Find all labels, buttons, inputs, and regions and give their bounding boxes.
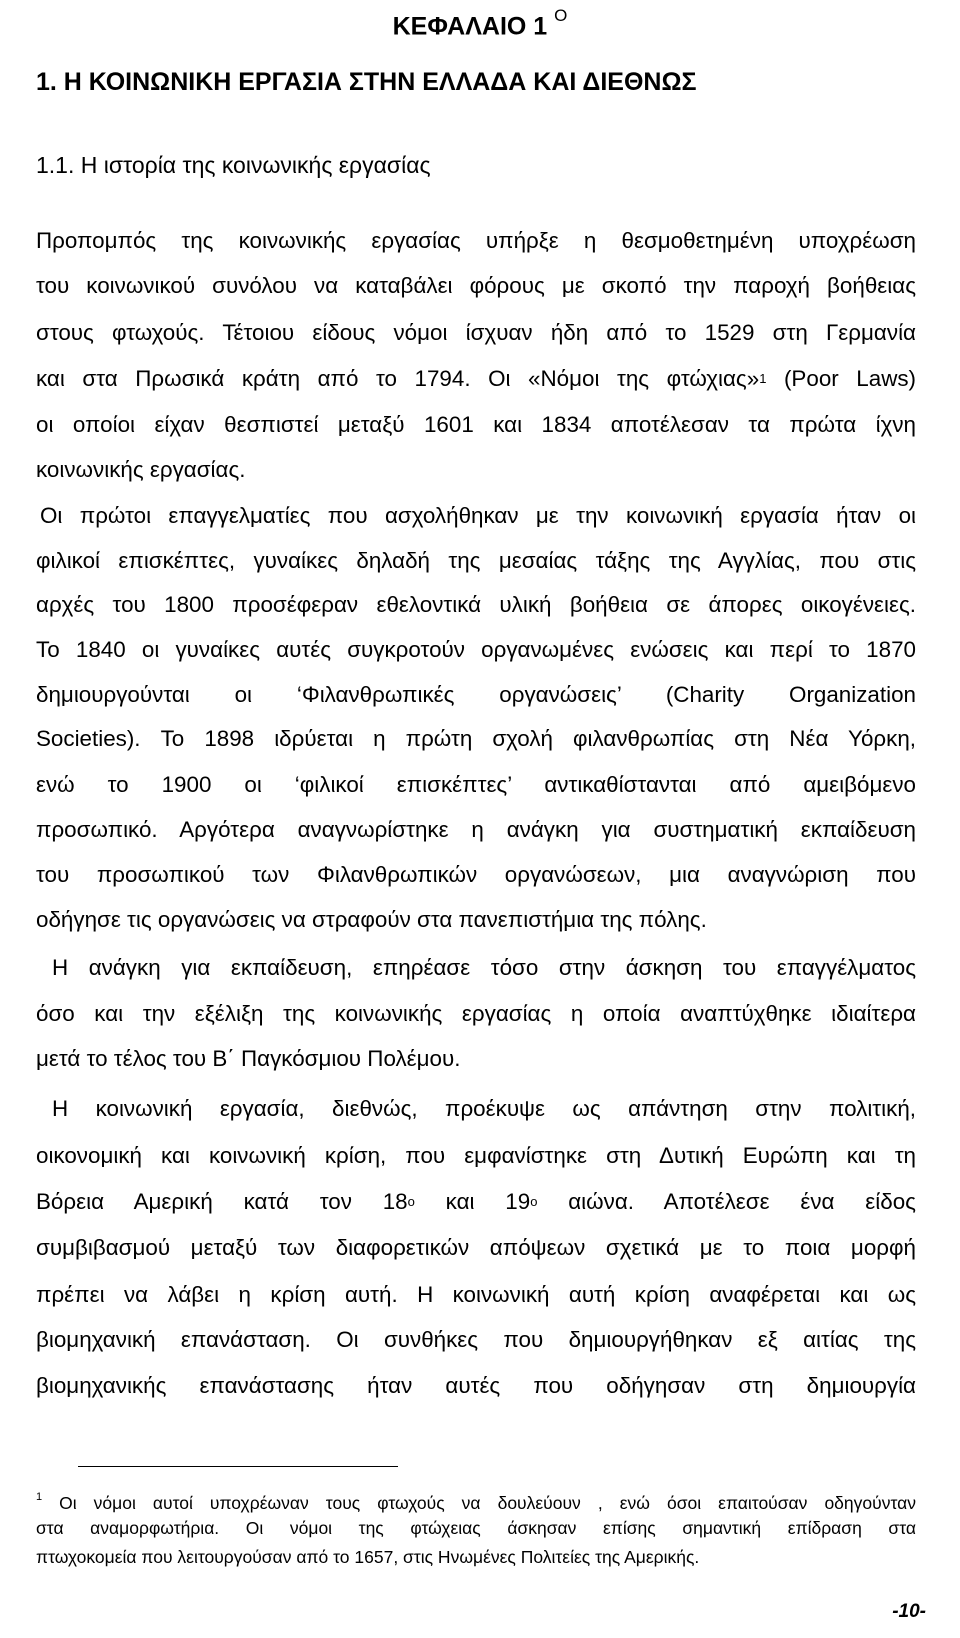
footnote-marker: 1 [36, 1491, 43, 1503]
body-line-12: Societies). Το 1898 ιδρύεται η πρώτη σχολή φιλανθρωπίας στη Νέα Υόρκη, [36, 726, 916, 751]
body-line-11: δημιουργούνται οι ‘Φιλανθρωπικές οργανώσεις’ (Charity Organization [36, 682, 916, 707]
body-line-22-a: Βόρεια Αμερική κατά τον 18 [36, 1189, 408, 1214]
footnote-line-3: πτωχοκομεία που λειτουργούσαν από το 1657, στις Ηνωμένες Πολιτείες της Αμερικής. [36, 1547, 700, 1567]
body-line-10: Το 1840 οι γυναίκες αυτές συγκροτούν οργανωμένες ενώσεις και περί το 1870 [36, 637, 916, 662]
body-line-8: φιλικοί επισκέπτες, γυναίκες δηλαδή της μεσαίας τάξης της Αγγλίας, που στις [36, 548, 916, 573]
chapter-title-text: ΚΕΦΑΛΑΙΟ 1 [392, 12, 548, 41]
body-line-1: Προπομπός της κοινωνικής εργασίας υπήρξε η θεσμοθετημένη υποχρέωση [36, 228, 916, 253]
body-line-6: κοινωνικής εργασίας. [36, 457, 246, 482]
footnote-line-1-text: Οι νόμοι αυτοί υποχρέωναν τους φτωχούς να δουλεύουν , ενώ όσοι επαιτούσαν οδηγούνταν [42, 1492, 916, 1513]
body-line-9: αρχές του 1800 προσέφεραν εθελοντικά υλική βοήθεια σε άπορες οικογένειες. [36, 592, 916, 617]
body-line-4 [36, 364, 916, 397]
page-number: -10- [892, 1601, 926, 1622]
century-superscript-1: ο [407, 1194, 415, 1209]
chapter-title [0, 4, 960, 42]
footnote-line-1 [36, 1487, 916, 1515]
body-line-15: του προσωπικού των Φιλανθρωπικών οργανώσεων, μια αναγνώριση που [36, 862, 916, 887]
body-line-18: όσο και την εξέλιξη της κοινωνικής εργασίας η οποία αναπτύχθηκε ιδιαίτερα [36, 1001, 916, 1026]
body-line-22-c: αιώνα. Αποτέλεσε ένα είδος [537, 1189, 916, 1214]
chapter-title-superscript: Ο [554, 6, 568, 25]
body-line-16: οδήγησε τις οργανώσεις να στραφούν στα πανεπιστήμια της πόλης. [36, 907, 707, 932]
body-line-4-a: και στα Πρωσικά κράτη από το 1794. Οι «Νόμοι της φτώχιας» [36, 366, 760, 391]
body-line-17: Η ανάγκη για εκπαίδευση, επηρέασε τόσο στην άσκηση του επαγγέλματος [52, 955, 916, 980]
body-line-22 [36, 1187, 916, 1220]
body-line-2: του κοινωνικού συνόλου να καταβάλει φόρους με σκοπό την παροχή βοήθειας [36, 273, 916, 298]
body-line-21: οικονομική και κοινωνική κρίση, που εμφανίστηκε στη Δυτική Ευρώπη και τη [36, 1143, 916, 1168]
body-line-5: οι οποίοι είχαν θεσπιστεί μεταξύ 1601 και 1834 αποτέλεσαν τα πρώτα ίχνη [36, 412, 916, 437]
body-line-26: βιομηχανικής επανάστασης ήταν αυτές που οδήγησαν στη δημιουργία [36, 1373, 916, 1398]
body-line-7: Οι πρώτοι επαγγελματίες που ασχολήθηκαν με την κοινωνική εργασία ήταν οι [40, 503, 916, 528]
footnote-line-2: στα αναμορφωτήρια. Οι νόμοι της φτώχειας άσκησαν επίσης σημαντική επίδραση στα [36, 1518, 916, 1538]
footnote-reference: 1 [759, 371, 767, 386]
body-line-25: βιομηχανική επανάσταση. Οι συνθήκες που δημιουργήθηκαν εξ αιτίας της [36, 1327, 916, 1352]
subsection-title: 1.1. Η ιστορία της κοινωνικής εργασίας [36, 152, 431, 178]
body-line-23: συμβιβασμού μεταξύ των διαφορετικών απόψεων σχετικά με το ποια μορφή [36, 1235, 916, 1260]
body-line-14: προσωπικό. Αργότερα αναγνωρίστηκε η ανάγκη για συστηματική εκπαίδευση [36, 817, 916, 842]
century-superscript-2: ο [530, 1194, 538, 1209]
body-line-22-b: και 19 [414, 1189, 531, 1214]
footnote-separator [78, 1466, 398, 1467]
body-line-13: ενώ το 1900 οι ‘φιλικοί επισκέπτες’ αντικαθίστανται από αμειβόμενο [36, 772, 916, 797]
body-line-24: πρέπει να λάβει η κρίση αυτή. Η κοινωνική αυτή κρίση αναφέρεται και ως [36, 1282, 916, 1307]
body-line-20: Η κοινωνική εργασία, διεθνώς, προέκυψε ως απάντηση στην πολιτική, [52, 1096, 916, 1121]
body-line-19: μετά το τέλος του Β΄ Παγκόσμιου Πολέμου. [36, 1046, 461, 1071]
section-title: 1. Η ΚΟΙΝΩΝΙΚΗ ΕΡΓΑΣΙΑ ΣΤΗΝ ΕΛΛΑΔΑ ΚΑΙ ΔΙΕΘΝΩΣ [36, 68, 697, 96]
body-line-3: στους φτωχούς. Τέτοιου είδους νόμοι ίσχυαν ήδη από το 1529 στη Γερμανία [36, 320, 916, 345]
body-line-4-b: (Poor Laws) [766, 366, 917, 391]
